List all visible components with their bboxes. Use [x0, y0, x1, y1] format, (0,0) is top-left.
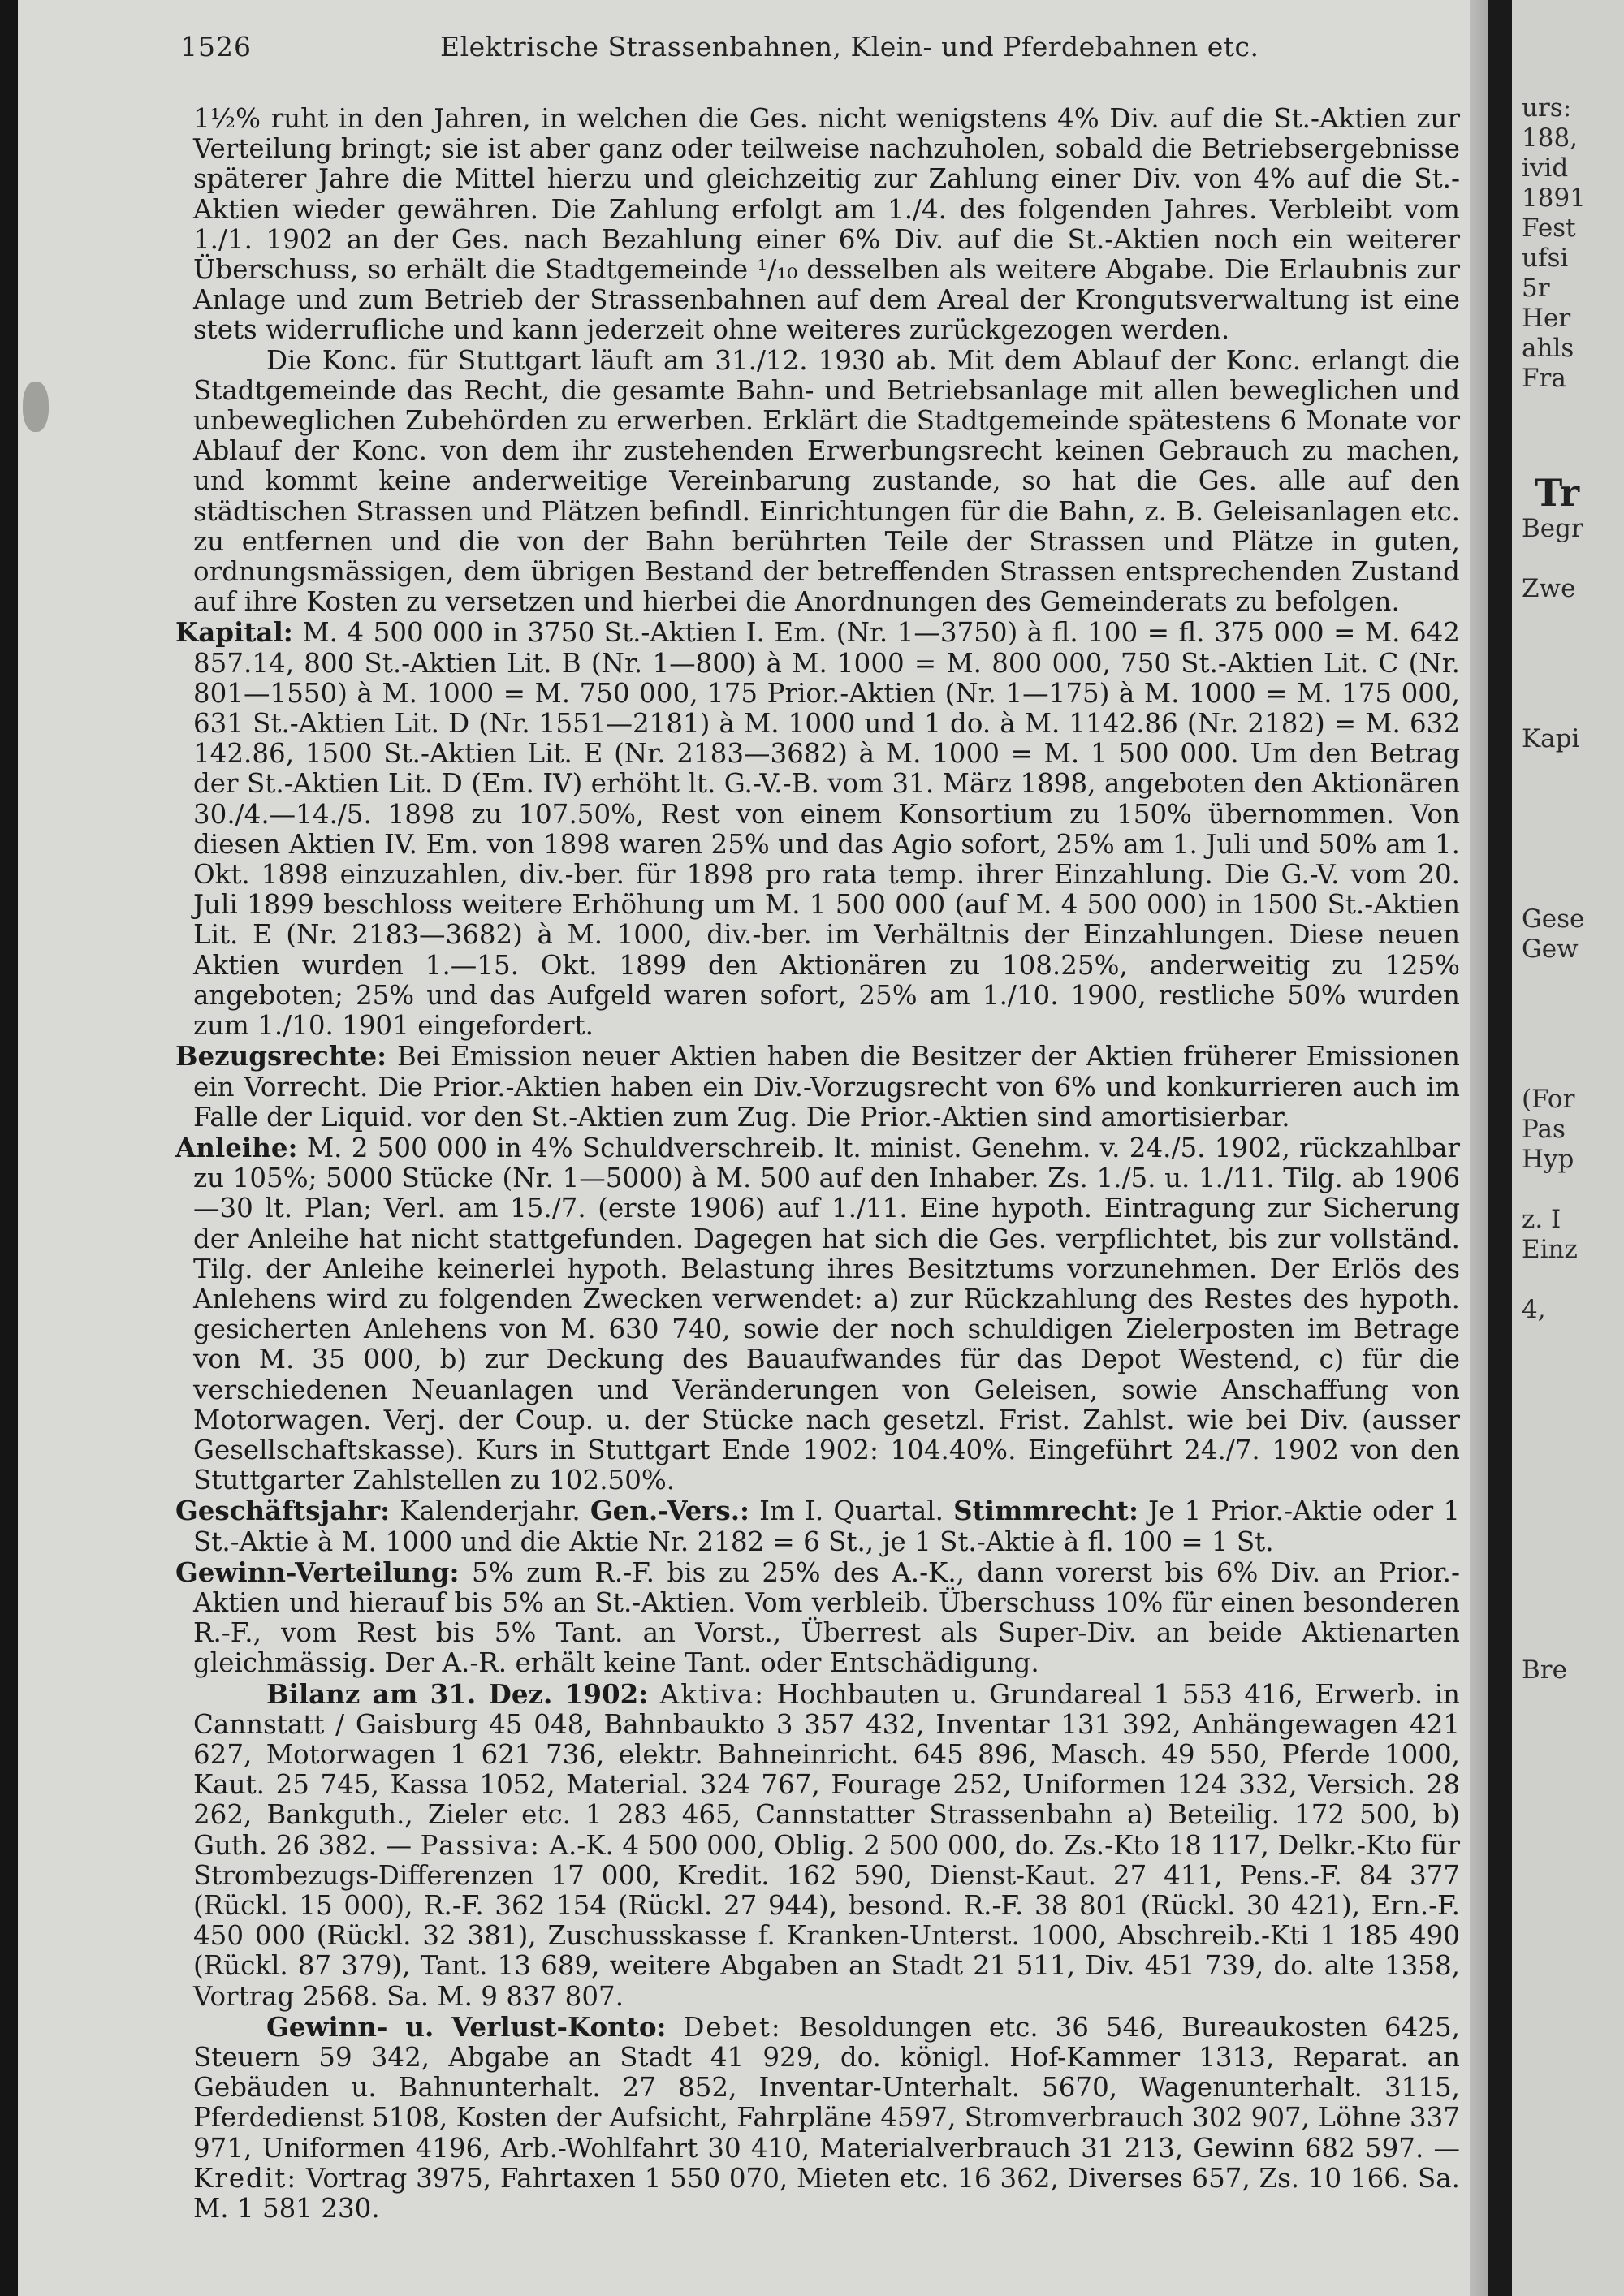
section-kapital: [175, 616, 1460, 1042]
section-geschaeftsjahr: [175, 1495, 1460, 1557]
gewinn-verteilung-text: 5% zum R.-F. bis zu 25% des A.-K., dann vorerst bis 6% Div. an Prior.-Aktien und hierauf bis 5% an St.-Aktien. Vom verbleib. Überschuss 10% für einen besonderen R.-F., vom Rest bis 5% Tant. an Vorst., Überrest als Super-Div. an beide Aktienarten gleichmässig. Der A.-R. erhält keine Tant. oder Entschädigung.: [193, 1556, 1460, 1679]
anleihe-label: Anleihe:: [175, 1131, 298, 1163]
adjacent-fragment-line: Gese: [1522, 904, 1585, 934]
adjacent-fragment-line: Pas: [1522, 1115, 1566, 1144]
book-page: [18, 0, 1488, 2296]
running-title: Elektrische Strassenbahnen, Klein- und Pferdebahnen etc.: [440, 31, 1259, 63]
intro-paragraph-1: 1½% ruht in den Jahren, in welchen die Ges. nicht wenigstens 4% Div. auf die St.-Aktien zur Verteilung bringt; sie ist aber ganz oder teilweise nachzuholen, sobald die Betriebsergebnisse späterer Jahre die Mittel hierzu und gleichzeitig zur Zahlung einer Div. von 4% auf die St.-Aktien wieder gewähren. Die Zahlung erfolgt am 1./4. des folgenden Jahres. Verbleibt vom 1./1. 1902 an der Ges. nach Bezahlung einer 6% Div. auf die St.-Aktien noch ein weiterer Überschuss, so erhält die Stadtgemeinde ¹/₁₀ desselben als weitere Abgabe. Die Erlaubnis zur Anlage und zum Betrieb der Strassenbahnen auf dem Areal der Krongutsverwaltung ist eine stets widerrufliche und kann jederzeit ohne weiteres zurückgezogen werden.: [193, 103, 1460, 346]
bezugsrechte-text: Bei Emission neuer Aktien haben die Besitzer der Aktien früherer Emissionen ein Vorrecht. Die Prior.-Aktien haben ein Div.-Vorzugsrecht von 6% und konkurrieren auch im Falle der Liquid. vor den St.-Aktien zum Zug. Die Prior.-Aktien sind amortisierbar.: [193, 1041, 1460, 1133]
adjacent-fragment-line: ufsi: [1522, 244, 1569, 273]
adjacent-fragment-line: 5r: [1522, 274, 1550, 303]
adjacent-page-fragments: [1522, 93, 1586, 1685]
adjacent-fragment-line: Einz: [1522, 1235, 1578, 1264]
adjacent-fragment-line: urs:: [1522, 93, 1572, 123]
section-gewinn-verlust: [193, 2012, 1460, 2224]
adjacent-fragment-line: [1522, 664, 1586, 694]
adjacent-fragment-line: [1522, 1025, 1586, 1055]
adjacent-fragment-line: z. I: [1522, 1205, 1561, 1234]
bezugsrechte-label: Bezugsrechte:: [175, 1040, 387, 1072]
adjacent-fragment-line: [1522, 814, 1586, 844]
adjacent-fragment-line: [1522, 694, 1586, 724]
adjacent-fragment-line: [1522, 995, 1586, 1025]
adjacent-fragment-line: 1891: [1522, 183, 1586, 213]
adjacent-fragment-line: [1522, 1535, 1586, 1565]
adjacent-fragment-line: [1522, 1445, 1586, 1475]
adjacent-fragment-line: [1522, 1175, 1586, 1205]
page-body: [175, 103, 1460, 2225]
book-gutter: [1488, 0, 1512, 2296]
adjacent-fragment-line: Her: [1522, 304, 1571, 333]
kredit-label: Kredit:: [193, 2162, 298, 2194]
adjacent-fragment-line: [1522, 1325, 1586, 1355]
intro-paragraph-2: Die Konc. für Stuttgart läuft am 31./12. 1930 ab. Mit dem Ablauf der Konc. erlangt die Stadtgemeinde das Recht, die gesamte Bahn- und Betriebsanlage mit allen beweglichen und unbeweglichen Zubehörden zu erwerben. Erklärt die Stadtgemeinde spätestens 6 Monate vor Ablauf der Konc. von dem ihr zustehenden Erwerbungsrecht keinen Gebrauch zu machen, und kommt keine anderweitige Vereinbarung zustande, so hat die Ges. alle auf den städtischen Strassen und Plätzen befindl. Einrichtungen für die Bahn, z. B. Geleisanlagen etc. zu entfernen und die von der Bahn berührten Teile der Strassen und Plätze in guten, ordnungsmässigen, dem übrigen Bestand der betreffenden Strassen entsprechenden Zustand auf ihre Kosten zu versetzen und hierbei die Anordnungen des Gemeinderats zu befolgen.: [193, 344, 1460, 618]
adjacent-page-heading-fragment: Tr: [1535, 471, 1580, 515]
adjacent-fragment-line: Gew: [1522, 934, 1579, 964]
adjacent-fragment-line: Kapi: [1522, 724, 1580, 753]
adjacent-fragment-line: [1522, 874, 1586, 904]
adjacent-fragment-line: ahls: [1522, 334, 1574, 363]
adjacent-fragment-line: ivid: [1522, 153, 1569, 183]
geschaeftsjahr-value: Kalenderjahr.: [400, 1495, 581, 1527]
geschaeftsjahr-label: Geschäftsjahr:: [175, 1495, 391, 1527]
adjacent-fragment-line: Hyp: [1522, 1145, 1574, 1174]
adjacent-fragment-line: [1522, 965, 1586, 995]
adjacent-fragment-line: [1522, 1595, 1586, 1625]
adjacent-fragment-line: Bre: [1522, 1655, 1567, 1685]
adjacent-fragment-line: [1522, 1625, 1586, 1655]
adjacent-fragment-line: [1522, 604, 1586, 634]
stimmrecht-label: Stimmrecht:: [953, 1495, 1138, 1527]
adjacent-fragment-line: (For: [1522, 1085, 1575, 1114]
adjacent-fragment-line: [1522, 784, 1586, 814]
guv-label: Gewinn- u. Verlust-Konto:: [266, 2010, 667, 2043]
adjacent-fragment-line: [1522, 544, 1586, 574]
debet-label: Debet:: [683, 2011, 782, 2043]
section-bezugsrechte: [175, 1040, 1460, 1133]
adjacent-fragment-line: 4,: [1522, 1295, 1546, 1324]
adjacent-fragment-line: Fest: [1522, 214, 1576, 243]
adjacent-fragment-line: [1522, 1415, 1586, 1445]
adjacent-fragment-line: Begr: [1522, 514, 1583, 543]
section-gewinn-verteilung: [175, 1556, 1460, 1679]
adjacent-fragment-line: [1522, 1265, 1586, 1295]
gen-vers-value: Im I. Quartal.: [759, 1495, 944, 1527]
adjacent-fragment-line: [1522, 1565, 1586, 1595]
aktiva-text: Hochbauten u. Grundareal 1 553 416, Erwerb. in Cannstatt / Gaisburg 45 048, Bahnbaukto 3 357 432, Inventar 131 392, Anhängewagen 421 627, Motorwagen 1 621 736, elektr. Bahneinricht. 645 896, Masch. 49 550, Pferde 1000, Kaut. 25 745, Kassa 1052, Material. 324 767, Fourage 252, Uniformen 124 332, Versich. 28 262, Bankguth., Zieler etc. 1 283 465, Cannstatter Strassenbahn a) Beteilig. 172 500, b) Guth. 26 382. —: [193, 1678, 1460, 1861]
stimmrecht-value: Je 1 Prior.-Aktie oder 1 St.-Aktie à M. 1000 und die Aktie Nr. 2182 = 6 St., je 1 St.-Aktie à fl. 100 = 1 St.: [193, 1495, 1460, 1557]
adjacent-fragment-line: [1522, 394, 1586, 424]
adjacent-page: [1512, 0, 1624, 2296]
gen-vers-label: Gen.-Vers.:: [590, 1495, 750, 1527]
anleihe-text: M. 2 500 000 in 4% Schuldverschreib. lt. minist. Genehm. v. 24./5. 1902, rückzahlbar zu 105%; 5000 Stücke (Nr. 1—5000) à M. 500 auf den Inhaber. Zs. 1./5. u. 1./11. Tilg. ab 1906—30 lt. Plan; Verl. am 15./7. (erste 1906) auf 1./11. Eine hypoth. Eintragung zur Sicherung der Anleihe hat nicht stattgefunden. Dagegen hat sich die Ges. verpflichtet, bis zur vollständ. Tilg. der Anleihe keinerlei hypoth. Belastung ihres Besitztums vorzunehmen. Der Erlös des Anlehens wird zu folgenden Zwecken verwendet: a) zur Rückzahlung des Restes des hypoth. gesicherten Anlehens von M. 630 740, sowie der noch schuldigen Zielerposten im Betrage von M. 35 000, b) zur Deckung des Bauaufwandes für das Depot Westend, c) für die verschiedenen Neuanlagen und Veränderungen von Geleisen, sowie Anschaffung von Motorwagen. Verj. der Coup. u. der Stücke nach gesetzl. Frist. Zahlst. wie bei Div. (ausser Gesellschaftskasse). Kurs in Stuttgart Ende 1902: 104.40%. Eingeführt 24./7. 1902 von den Stuttgarter Zahlstellen zu 102.50%.: [193, 1132, 1460, 1496]
bilanz-label: Bilanz am 31. Dez. 1902:: [266, 1677, 649, 1710]
passiva-text: A.-K. 4 500 000, Oblig. 2 500 000, do. Zs.-Kto 18 117, Delkr.-Kto für Strombezugs-Differenzen 17 000, Kredit. 162 590, Dienst-Kaut. 27 411, Pens.-F. 84 377 (Rückl. 15 000), R.-F. 362 154 (Rückl. 27 944), besond. R.-F. 38 801 (Rückl. 30 421), Ern.-F. 450 000 (Rückl. 32 381), Zuschusskasse f. Kranken-Unterst. 1000, Abschreib.-Kti 1 185 490 (Rückl. 87 379), Tant. 13 689, weitere Abgaben an Stadt 21 511, Div. 451 739, do. alte 1358, Vortrag 2568. Sa. M. 9 837 807.: [193, 1829, 1460, 2012]
adjacent-fragment-line: [1522, 1475, 1586, 1505]
adjacent-fragment-line: 188,: [1522, 123, 1579, 153]
aktiva-label: Aktiva:: [659, 1678, 766, 1710]
adjacent-fragment-line: Fra: [1522, 364, 1566, 393]
adjacent-fragment-line: [1522, 754, 1586, 784]
left-scan-border: [0, 0, 18, 2296]
gewinn-verteilung-label: Gewinn-Verteilung:: [175, 1556, 460, 1588]
adjacent-fragment-line: [1522, 1355, 1586, 1385]
page-number: 1526: [180, 31, 252, 63]
adjacent-fragment-line: [1522, 1385, 1586, 1415]
kredit-text: Vortrag 3975, Fahrtaxen 1 550 070, Mieten etc. 16 362, Diverses 657, Zs. 10 166. Sa. M. 1 581 230.: [193, 2162, 1460, 2225]
debet-text: Besoldungen etc. 36 546, Bureaukosten 6425, Steuern 59 342, Abgabe an Stadt 41 929, do. königl. Hof-Kammer 1313, Reparat. an Gebäuden u. Bahnunterhalt. 27 852, Inventar-Unterhalt. 5670, Wagenunterhalt. 3115, Pferdedienst 5108, Kosten der Aufsicht, Fahrpläne 4597, Stromverbrauch 302 907, Löhne 337 971, Uniformen 4196, Arb.-Wohlfahrt 30 410, Materialverbrauch 31 213, Gewinn 682 597. —: [193, 2011, 1460, 2164]
adjacent-fragment-line: [1522, 634, 1586, 664]
kapital-label: Kapital:: [175, 616, 293, 649]
section-anleihe: [175, 1131, 1460, 1496]
section-bilanz: [193, 1679, 1460, 2012]
kapital-text: M. 4 500 000 in 3750 St.-Aktien I. Em. (Nr. 1—3750) à fl. 100 = fl. 375 000 = M. 642 857.14, 800 St.-Aktien Lit. B (Nr. 1—800) à M. 1000 = M. 800 000, 750 St.-Aktien Lit. C (Nr. 801—1550) à M. 1000 = M. 750 000, 175 Prior.-Aktien (Nr. 1—175) à M. 1000 = M. 175 000, 631 St.-Aktien Lit. D (Nr. 1551—2181) à M. 1000 und 1 do. à M. 1142.86 (Nr. 2182) = M. 632 142.86, 1500 St.-Aktien Lit. E (Nr. 2183—3682) à M. 1000 = M. 1 500 000. Um den Betrag der St.-Aktien Lit. D (Em. IV) erhöht lt. G.-V.-B. vom 31. März 1898, angeboten den Aktionären 30./4.—14./5. 1898 zu 107.50%, Rest von einem Konsortium zu 150% übernommen. Von diesen Aktien IV. Em. von 1898 waren 25% und das Agio sofort, 25% am 1. Juli und 50% am 1. Okt. 1898 einzuzahlen, div.-ber. für 1898 pro rata temp. ihrer Einzahlung. Die G.-V. vom 20. Juli 1899 beschloss weitere Erhöhung um M. 1 500 000 (auf M. 4 500 000) in 1500 St.-Aktien Lit. E (Nr. 2183—3682) à M. 1000, div.-ber. im Verhältnis der Einzahlungen. Diese neuen Aktien wurden 1.—15. Okt. 1899 den Aktionären zu 108.25%, anderweitig zu 125% angeboten; 25% und das Aufgeld waren sofort, 25% am 1./10. 1900, restliche 50% wurden zum 1./10. 1901 eingefordert.: [193, 617, 1460, 1042]
scan-smudge: [23, 382, 49, 432]
adjacent-fragment-line: [1522, 424, 1586, 454]
adjacent-fragment-line: Zwe: [1522, 574, 1576, 603]
passiva-label: Passiva:: [420, 1829, 541, 1861]
adjacent-fragment-line: [1522, 1505, 1586, 1535]
adjacent-fragment-line: [1522, 1055, 1586, 1085]
adjacent-fragment-line: [1522, 844, 1586, 874]
